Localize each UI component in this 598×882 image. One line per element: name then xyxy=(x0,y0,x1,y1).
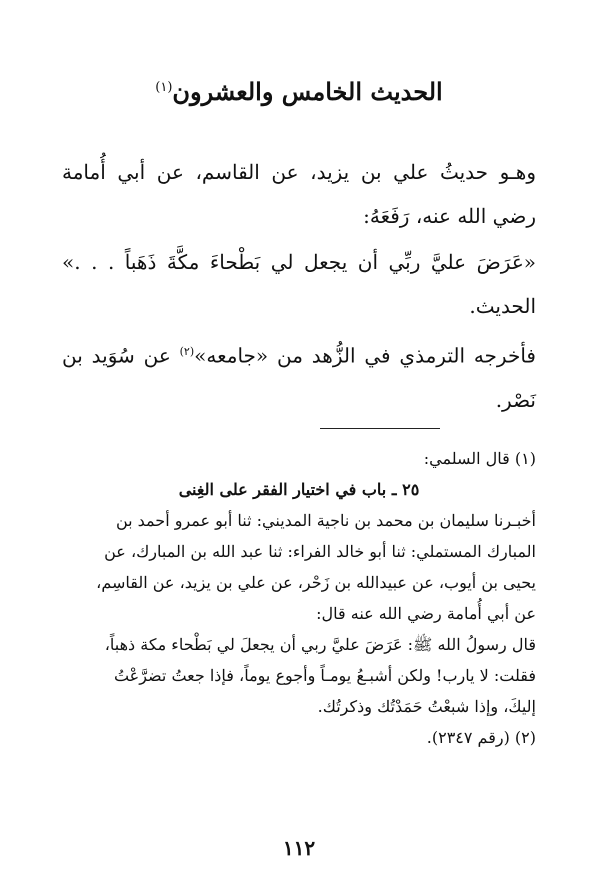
footnote-1-heading: ٢٥ ـ باب في اختيار الفقر على الغِنى xyxy=(178,480,420,499)
paragraph-text xyxy=(62,330,536,422)
paragraph-text: «عَرَضَ عليَّ ربِّي أن يجعل لي بَطْحاءَ مكَّةَ ذَهَباً . . .» الحديث. xyxy=(62,250,536,318)
main-paragraph-3 xyxy=(62,330,536,422)
main-paragraph-1 xyxy=(62,150,536,238)
title-footnote-ref: (١) xyxy=(155,80,173,95)
paragraph-part: عن سُوَيد بن نَصْر. xyxy=(62,343,536,412)
footnote-1-label: (١) قال السلمي: xyxy=(423,449,536,468)
title-text: الحديث الخامس والعشرون xyxy=(172,77,443,106)
footnote-line: أخبـرنا سليمان بن محمد بن ناجية المديني: ثنا أبو عمرو أحمد بن xyxy=(115,511,536,530)
footnote-line: المبارك المستملي: ثنا أبو خالد الفراء: ثنا عبد الله بن المبارك، عن xyxy=(104,542,536,561)
main-paragraph-2 xyxy=(62,240,536,328)
footnote-ref-2: (٢) xyxy=(179,345,195,358)
footnote-line: يحيى بن أيوب، عن عبيدالله بن زَحْر، عن علي بن يزيد، عن القاسِم، xyxy=(96,573,536,592)
paragraph-text: وهـو حديثُ علي بن يزيد، عن القاسم، عن أبي أُمامة رضي الله عنه، رَفَعَهُ: xyxy=(62,160,537,228)
footnote-2: (٢) (رقم ٢٣٤٧). xyxy=(426,728,536,747)
hadith-title xyxy=(60,70,538,110)
footnote-line: فقلت: لا يارب! ولكن أشبـعُ يومـاً وأجوع يوماً، فإذا جعتُ تضرَّعْتُ xyxy=(113,666,536,685)
footnote-line: عن أبي أُمامة رضي الله عنه قال: xyxy=(316,604,536,623)
footnote-line: قال رسولُ الله ﷺ: عَرَضَ عليَّ ربي أن يجعلَ لي بَطْحاء مكة ذهباً، xyxy=(104,635,536,654)
page-number: ١١٢ xyxy=(282,836,316,860)
paragraph-part: فأخرجه الترمذي في الزُّهد من «جامعه» xyxy=(194,343,536,368)
footnotes xyxy=(62,443,536,753)
footnote-line: إليكَ، وإذا شبعْتُ حَمَدْتُك وذكرتُك. xyxy=(317,697,536,716)
footnote-separator xyxy=(320,428,440,429)
